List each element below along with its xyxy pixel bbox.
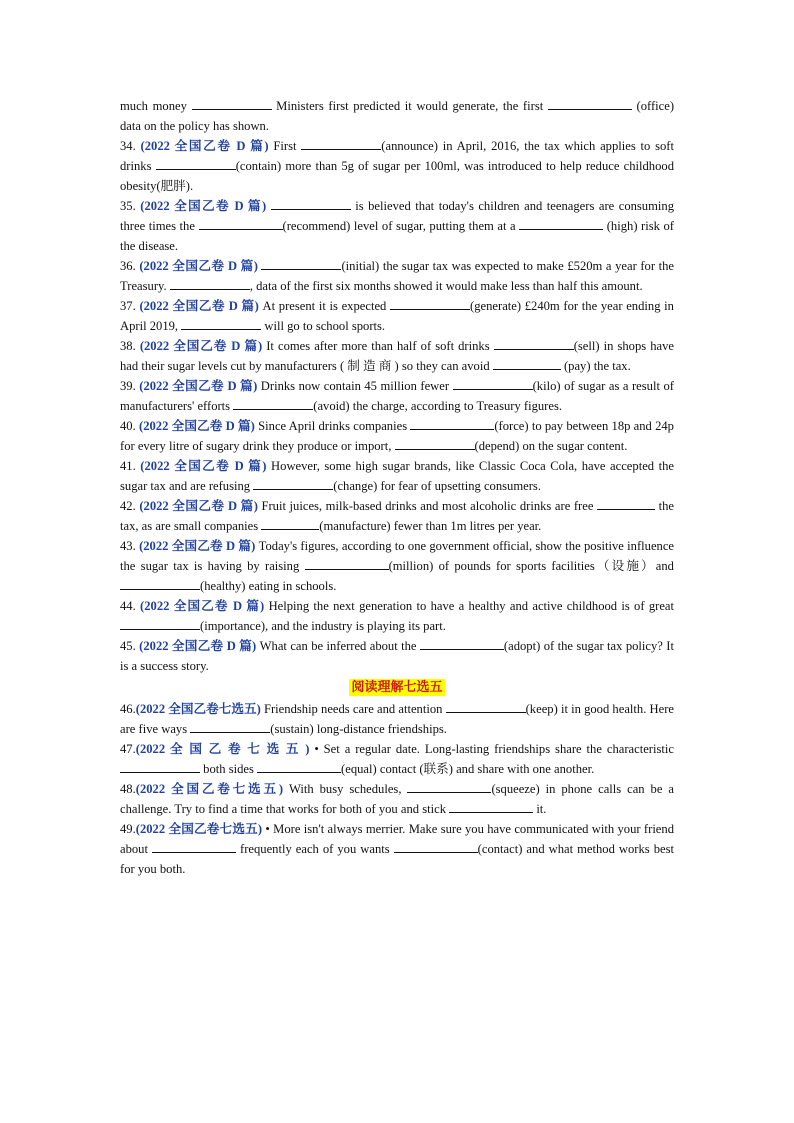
question-source: (2022 全国乙卷 D 篇) (139, 539, 256, 553)
text-segment: it. (536, 802, 547, 816)
question-source: (2022 全 国 乙 卷 七 选 五 ) (135, 742, 310, 756)
text-segment: • Set a regular date. Long-lasting friendships share the characteristic (314, 742, 674, 756)
answer-blank[interactable] (301, 136, 381, 150)
text-segment: much money (120, 99, 187, 113)
text-segment: (contact) and what method works best for you both. (120, 842, 674, 876)
question-number: 45. (120, 639, 136, 653)
question-number: 42. (120, 499, 136, 513)
text-segment: (manufacture) fewer than 1m litres per year. (319, 519, 542, 533)
answer-blank[interactable] (170, 276, 250, 290)
text-segment: (keep) it in good health. Here are five ways (120, 702, 674, 736)
question-source: (2022 全国乙卷 D 篇) (139, 419, 255, 433)
text-segment: Ministers first predicted it would generate, the first (276, 99, 544, 113)
question-49 (120, 819, 674, 879)
text-segment: With busy schedules, (289, 782, 402, 796)
answer-blank[interactable] (181, 316, 261, 330)
answer-blank[interactable] (261, 256, 341, 270)
text-segment: (change) for fear of upsetting consumers. (333, 479, 541, 493)
answer-blank[interactable] (156, 156, 236, 170)
question-46 (120, 699, 674, 739)
answer-blank[interactable] (407, 779, 491, 793)
question-47 (120, 739, 674, 779)
text-segment: (generate) £240m for the year ending in April 2019, (120, 299, 674, 333)
answer-blank[interactable] (597, 496, 655, 510)
worksheet-page (120, 96, 674, 879)
text-segment: (sell) in shops have had their sugar levels cut by manufacturers ( 制 造 商 ) so they can avoid (120, 339, 674, 373)
text-segment: Friendship needs care and attention (263, 702, 443, 716)
text-segment: will go to school sports. (264, 319, 386, 333)
answer-blank[interactable] (271, 196, 351, 210)
question-source: (2022 全国乙卷 D 篇) (140, 139, 269, 153)
question-37 (120, 296, 674, 336)
question-source: (2022 全国乙卷 D 篇) (139, 339, 263, 353)
answer-blank[interactable] (453, 376, 533, 390)
answer-blank[interactable] (120, 616, 200, 630)
text-segment: both sides (203, 762, 254, 776)
text-segment: First (273, 139, 297, 153)
text-segment: However, some high sugar brands, like Classic Coca Cola, have accepted the sugar tax and are refusing (120, 459, 675, 493)
text-segment: (announce) in April, 2016, the tax which applies to soft drinks (120, 139, 674, 173)
text-segment: (recommend) level of sugar, putting them at a (282, 219, 516, 233)
answer-blank[interactable] (233, 396, 313, 410)
text-segment: frequently each of you wants (240, 842, 390, 856)
text-segment: (kilo) of sugar as a result of manufacturers' efforts (120, 379, 674, 413)
answer-blank[interactable] (449, 799, 533, 813)
answer-blank[interactable] (395, 436, 475, 450)
answer-blank[interactable] (253, 476, 333, 490)
text-segment: is believed that today's children and teenagers are consuming three times the (120, 199, 674, 233)
text-segment: (avoid) the charge, according to Treasury figures. (313, 399, 563, 413)
question-source: (2022 全国乙卷 D 篇) (139, 639, 257, 653)
question-source: (2022 全国乙卷 D 篇) (139, 499, 258, 513)
text-segment: Since April drinks companies (258, 419, 408, 433)
question-39 (120, 376, 674, 416)
question-number: 39. (120, 379, 136, 393)
text-segment: the tax, as are small companies (120, 499, 675, 533)
text-segment: , data of the first six months showed it would make less than half this amount. (249, 279, 643, 293)
question-42 (120, 496, 674, 536)
answer-blank[interactable] (410, 416, 494, 430)
question-source: (2022 全国乙卷 D 篇) (140, 459, 267, 473)
question-number: 38. (120, 339, 136, 353)
question-source: (2022 全国乙卷 D 篇) (139, 379, 258, 393)
answer-blank[interactable] (257, 759, 341, 773)
question-source: (2022 全国乙卷 D 篇) (140, 599, 265, 613)
question-number: 41. (120, 459, 136, 473)
text-segment: Today's figures, according to one government official, show the positive influence the sugar tax is having by raising (120, 539, 675, 573)
question-41 (120, 456, 674, 496)
question-33-tail (120, 96, 674, 136)
text-segment: • More isn't always merrier. Make sure you have communicated with your friend about (120, 822, 674, 856)
section-heading (120, 677, 674, 699)
text-segment: (healthy) eating in schools. (200, 579, 337, 593)
text-segment: (squeeze) in phone calls can be a challenge. Try to find a time that works for both of you and stick (120, 782, 674, 816)
text-segment: It comes after more than half of soft drinks (266, 339, 490, 353)
question-source: (2022 全国乙卷七选五) (135, 782, 284, 796)
answer-blank[interactable] (420, 636, 504, 650)
text-segment: (importance), and the industry is playing its part. (200, 619, 446, 633)
question-36 (120, 256, 674, 296)
answer-blank[interactable] (494, 336, 574, 350)
question-48 (120, 779, 674, 819)
question-number: 36. (120, 259, 136, 273)
text-segment: Fruit juices, milk-based drinks and most alcoholic drinks are free (261, 499, 594, 513)
question-number: 43. (120, 539, 136, 553)
question-number: 48. (120, 782, 136, 796)
answer-blank[interactable] (120, 759, 200, 773)
text-segment: (office) data on the policy has shown. (120, 99, 675, 133)
answer-blank[interactable] (446, 699, 526, 713)
text-segment: Helping the next generation to have a healthy and active childhood is of great (268, 599, 675, 613)
answer-blank[interactable] (190, 719, 270, 733)
answer-blank[interactable] (394, 839, 478, 853)
text-segment: (high) risk of the disease. (120, 219, 674, 253)
text-segment: (depend) on the sugar content. (474, 439, 628, 453)
question-38 (120, 336, 674, 376)
answer-blank[interactable] (152, 839, 236, 853)
question-45 (120, 636, 674, 676)
text-segment: Drinks now contain 45 million fewer (260, 379, 450, 393)
text-segment: (equal) contact (联系) and share with one another. (341, 762, 595, 776)
text-segment: At present it is expected (262, 299, 387, 313)
answer-blank[interactable] (199, 216, 283, 230)
question-44 (120, 596, 674, 636)
text-segment: (force) to pay between 18p and 24p for every litre of sugary drink they produce or import, (120, 419, 674, 453)
text-segment: What can be inferred about the (259, 639, 417, 653)
question-source: (2022 全国乙卷七选五) (135, 822, 263, 836)
question-number: 46. (120, 702, 136, 716)
question-number: 40. (120, 419, 136, 433)
question-source: (2022 全国乙卷七选五) (135, 702, 261, 716)
text-segment: (pay) the tax. (563, 359, 631, 373)
text-segment: (contain) more than 5g of sugar per 100ml, was introduced to help reduce childhood obesity(肥胖). (120, 159, 674, 193)
answer-blank[interactable] (192, 96, 272, 110)
answer-blank[interactable] (548, 96, 632, 110)
answer-blank[interactable] (390, 296, 470, 310)
answer-blank[interactable] (519, 216, 603, 230)
question-source: (2022 全国乙卷 D 篇) (140, 199, 267, 213)
section-heading-label: 阅读理解七选五 (351, 680, 443, 695)
question-number: 47. (120, 742, 136, 756)
question-number: 44. (120, 599, 136, 613)
text-segment: (sustain) long-distance friendships. (270, 722, 447, 736)
text-segment: (initial) the sugar tax was expected to make £520m a year for the Treasury. (120, 259, 674, 293)
question-source: (2022 全国乙卷 D 篇) (139, 259, 258, 273)
question-35 (120, 196, 674, 256)
question-43 (120, 536, 674, 596)
question-34 (120, 136, 674, 196)
text-segment: (million) of pounds for sports facilities（设施）and (388, 559, 674, 573)
answer-blank[interactable] (493, 356, 561, 370)
text-segment: (adopt) of the sugar tax policy? It is a success story. (120, 639, 674, 673)
question-source: (2022 全国乙卷 D 篇) (139, 299, 259, 313)
question-number: 37. (120, 299, 136, 313)
question-number: 35. (120, 199, 136, 213)
question-number: 34. (120, 139, 136, 153)
answer-blank[interactable] (120, 576, 200, 590)
answer-blank[interactable] (305, 556, 389, 570)
question-number: 49. (120, 822, 136, 836)
question-40 (120, 416, 674, 456)
answer-blank[interactable] (261, 516, 319, 530)
